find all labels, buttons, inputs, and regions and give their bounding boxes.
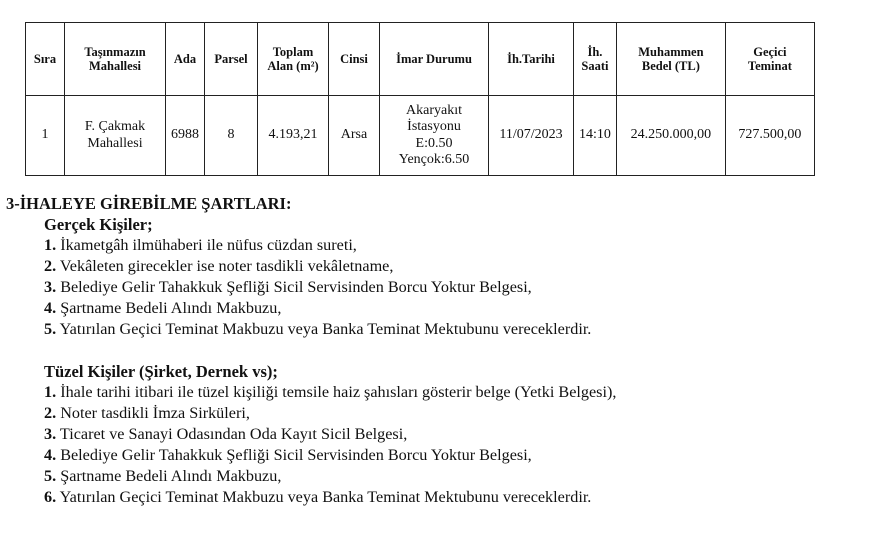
header-mahalle: Taşınmazın Mahallesi xyxy=(65,23,166,96)
list-text: İhale tarihi itibari ile tüzel kişiliği temsile haiz şahısları gösterir belge (Yetki Belgesi), xyxy=(60,383,617,401)
list-text: İkametgâh ilmühaberi ile nüfus cüzdan sureti, xyxy=(60,236,357,254)
list-item xyxy=(44,445,876,466)
imar-line-1: Akaryakıt xyxy=(406,103,462,119)
list-number: 6. xyxy=(44,488,57,506)
list-text: Şartname Bedeli Alındı Makbuzu, xyxy=(60,299,282,317)
list-text: Yatırılan Geçici Teminat Makbuzu veya Banka Teminat Mektubunu vereceklerdir. xyxy=(59,488,592,506)
list-item xyxy=(44,235,876,256)
list-number: 2. xyxy=(44,257,57,275)
list-number: 3. xyxy=(44,425,57,443)
tuzel-list xyxy=(6,382,876,508)
list-number: 1. xyxy=(44,383,57,401)
cell-parsel: 8 xyxy=(205,96,258,176)
table-row xyxy=(26,96,815,176)
section-title: 3-İHALEYE GİREBİLME ŞARTLARI: xyxy=(6,194,292,213)
list-text: Noter tasdikli İmza Sirküleri, xyxy=(60,404,250,422)
cell-saat: 14:10 xyxy=(574,96,617,176)
list-number: 2. xyxy=(44,404,57,422)
list-item xyxy=(44,382,876,403)
imar-line-3: E:0.50 xyxy=(415,135,453,151)
list-number: 4. xyxy=(44,299,57,317)
conditions-section xyxy=(6,193,876,508)
gercek-heading: Gerçek Kişiler; xyxy=(44,215,153,234)
list-text: Belediye Gelir Tahakkuk Şefliği Sicil Servisinden Borcu Yoktur Belgesi, xyxy=(60,446,532,464)
cell-imar xyxy=(380,96,489,176)
header-parsel: Parsel xyxy=(205,23,258,96)
imar-line-2: İstasyonu xyxy=(407,119,461,135)
cell-mahalle: F. Çakmak Mahallesi xyxy=(65,96,166,176)
list-number: 5. xyxy=(44,467,57,485)
list-number: 5. xyxy=(44,320,57,338)
header-alan: Toplam Alan (m²) xyxy=(258,23,329,96)
header-teminat: Geçici Teminat xyxy=(725,23,814,96)
list-text: Yatırılan Geçici Teminat Makbuzu veya Banka Teminat Mektubunu vereceklerdir. xyxy=(59,320,592,338)
gercek-list xyxy=(6,235,876,340)
list-item xyxy=(44,277,876,298)
header-imar: İmar Durumu xyxy=(380,23,489,96)
list-item xyxy=(44,319,876,340)
list-text: Ticaret ve Sanayi Odasından Oda Kayıt Sicil Belgesi, xyxy=(59,425,408,443)
auction-table xyxy=(25,22,815,176)
list-number: 1. xyxy=(44,236,57,254)
tuzel-heading: Tüzel Kişiler (Şirket, Dernek vs); xyxy=(44,362,278,381)
cell-sira: 1 xyxy=(26,96,65,176)
header-sira: Sıra xyxy=(26,23,65,96)
header-ada: Ada xyxy=(166,23,205,96)
cell-ada: 6988 xyxy=(166,96,205,176)
list-item xyxy=(44,424,876,445)
cell-cinsi: Arsa xyxy=(329,96,380,176)
list-text: Belediye Gelir Tahakkuk Şefliği Sicil Servisinden Borcu Yoktur Belgesi, xyxy=(60,278,532,296)
list-item xyxy=(44,298,876,319)
list-text: Vekâleten girecekler ise noter tasdikli vekâletname, xyxy=(59,257,394,275)
table-header-row xyxy=(26,23,815,96)
cell-bedel: 24.250.000,00 xyxy=(616,96,725,176)
cell-tarih: 11/07/2023 xyxy=(489,96,574,176)
list-number: 4. xyxy=(44,446,57,464)
list-text: Şartname Bedeli Alındı Makbuzu, xyxy=(60,467,282,485)
imar-line-4: Yençok:6.50 xyxy=(398,151,470,167)
header-saat: İh. Saati xyxy=(574,23,617,96)
header-tarih: İh.Tarihi xyxy=(489,23,574,96)
list-item xyxy=(44,466,876,487)
list-item xyxy=(44,487,876,508)
list-item xyxy=(44,403,876,424)
list-item xyxy=(44,256,876,277)
cell-alan: 4.193,21 xyxy=(258,96,329,176)
header-cinsi: Cinsi xyxy=(329,23,380,96)
header-bedel: Muhammen Bedel (TL) xyxy=(616,23,725,96)
cell-teminat: 727.500,00 xyxy=(725,96,814,176)
list-number: 3. xyxy=(44,278,57,296)
